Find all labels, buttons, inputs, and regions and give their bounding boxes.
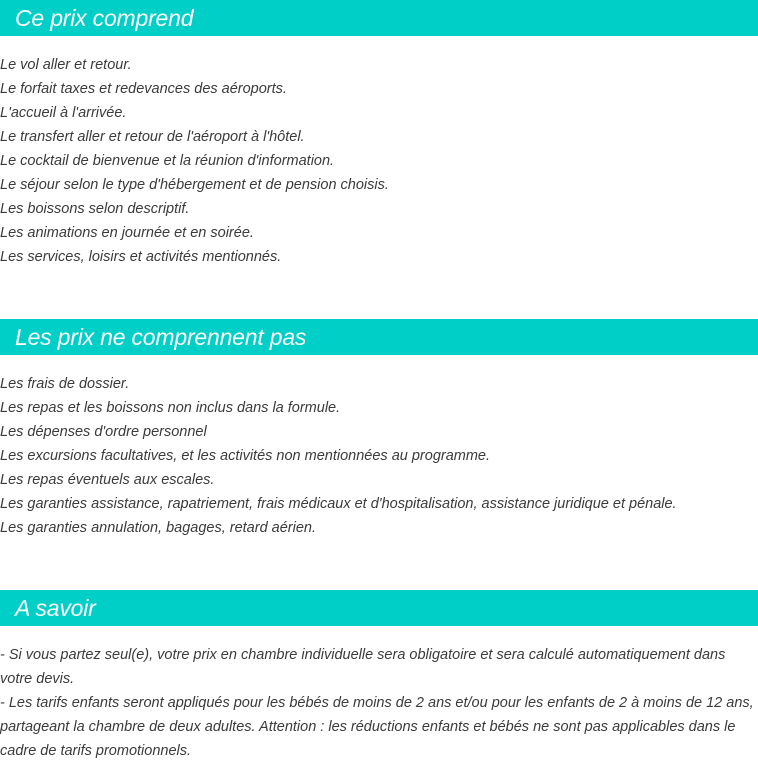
list-item: Les boissons selon descriptif. bbox=[0, 201, 190, 217]
info-paragraph: - Les tarifs enfants seront appliqués pour les bébés de moins de 2 ans et/ou pour les enfants de 2 à moins de 12 ans, partageant la chambre de deux adultes. Attention : les réductions enfants et bébés ne sont pas applicables dans le cadre de tarifs promotionnels. bbox=[0, 695, 754, 759]
section-header bbox=[0, 0, 758, 36]
excluded-list bbox=[0, 372, 677, 540]
info-paragraphs bbox=[0, 643, 758, 763]
included-list bbox=[0, 53, 389, 269]
list-item: Les garanties assistance, rapatriement, frais médicaux et d'hospitalisation, assistance juridique et pénale. bbox=[0, 496, 677, 512]
list-item: Le forfait taxes et redevances des aéroports. bbox=[0, 81, 287, 97]
section-title: A savoir bbox=[15, 595, 96, 621]
section-price-excludes bbox=[0, 319, 758, 536]
section-header bbox=[0, 590, 758, 626]
list-item: L'accueil à l'arrivée. bbox=[0, 105, 127, 121]
section-title: Les prix ne comprennent pas bbox=[15, 324, 307, 350]
list-item: Les dépenses d'ordre personnel bbox=[0, 424, 207, 440]
list-item: Les excursions facultatives, et les activités non mentionnées au programme. bbox=[0, 448, 491, 464]
list-item: Les frais de dossier. bbox=[0, 376, 130, 392]
list-item: Les garanties annulation, bagages, retard aérien. bbox=[0, 520, 316, 536]
list-item: Les services, loisirs et activités mentionnés. bbox=[0, 249, 282, 265]
list-item: Le cocktail de bienvenue et la réunion d'information. bbox=[0, 153, 335, 169]
list-item: Les animations en journée et en soirée. bbox=[0, 225, 254, 241]
info-paragraph: - Si vous partez seul(e), votre prix en chambre individuelle sera obligatoire et sera calculé automatiquement dans votre devis. bbox=[0, 647, 726, 687]
list-item: Les repas éventuels aux escales. bbox=[0, 472, 215, 488]
list-item: Le séjour selon le type d'hébergement et de pension choisis. bbox=[0, 177, 389, 193]
list-item: Le transfert aller et retour de l'aéroport à l'hôtel. bbox=[0, 129, 305, 145]
section-good-to-know bbox=[0, 590, 758, 759]
section-header bbox=[0, 319, 758, 355]
section-title: Ce prix comprend bbox=[15, 5, 194, 31]
list-item: Le vol aller et retour. bbox=[0, 57, 132, 73]
section-price-includes bbox=[0, 0, 758, 265]
list-item: Les repas et les boissons non inclus dans la formule. bbox=[0, 400, 341, 416]
